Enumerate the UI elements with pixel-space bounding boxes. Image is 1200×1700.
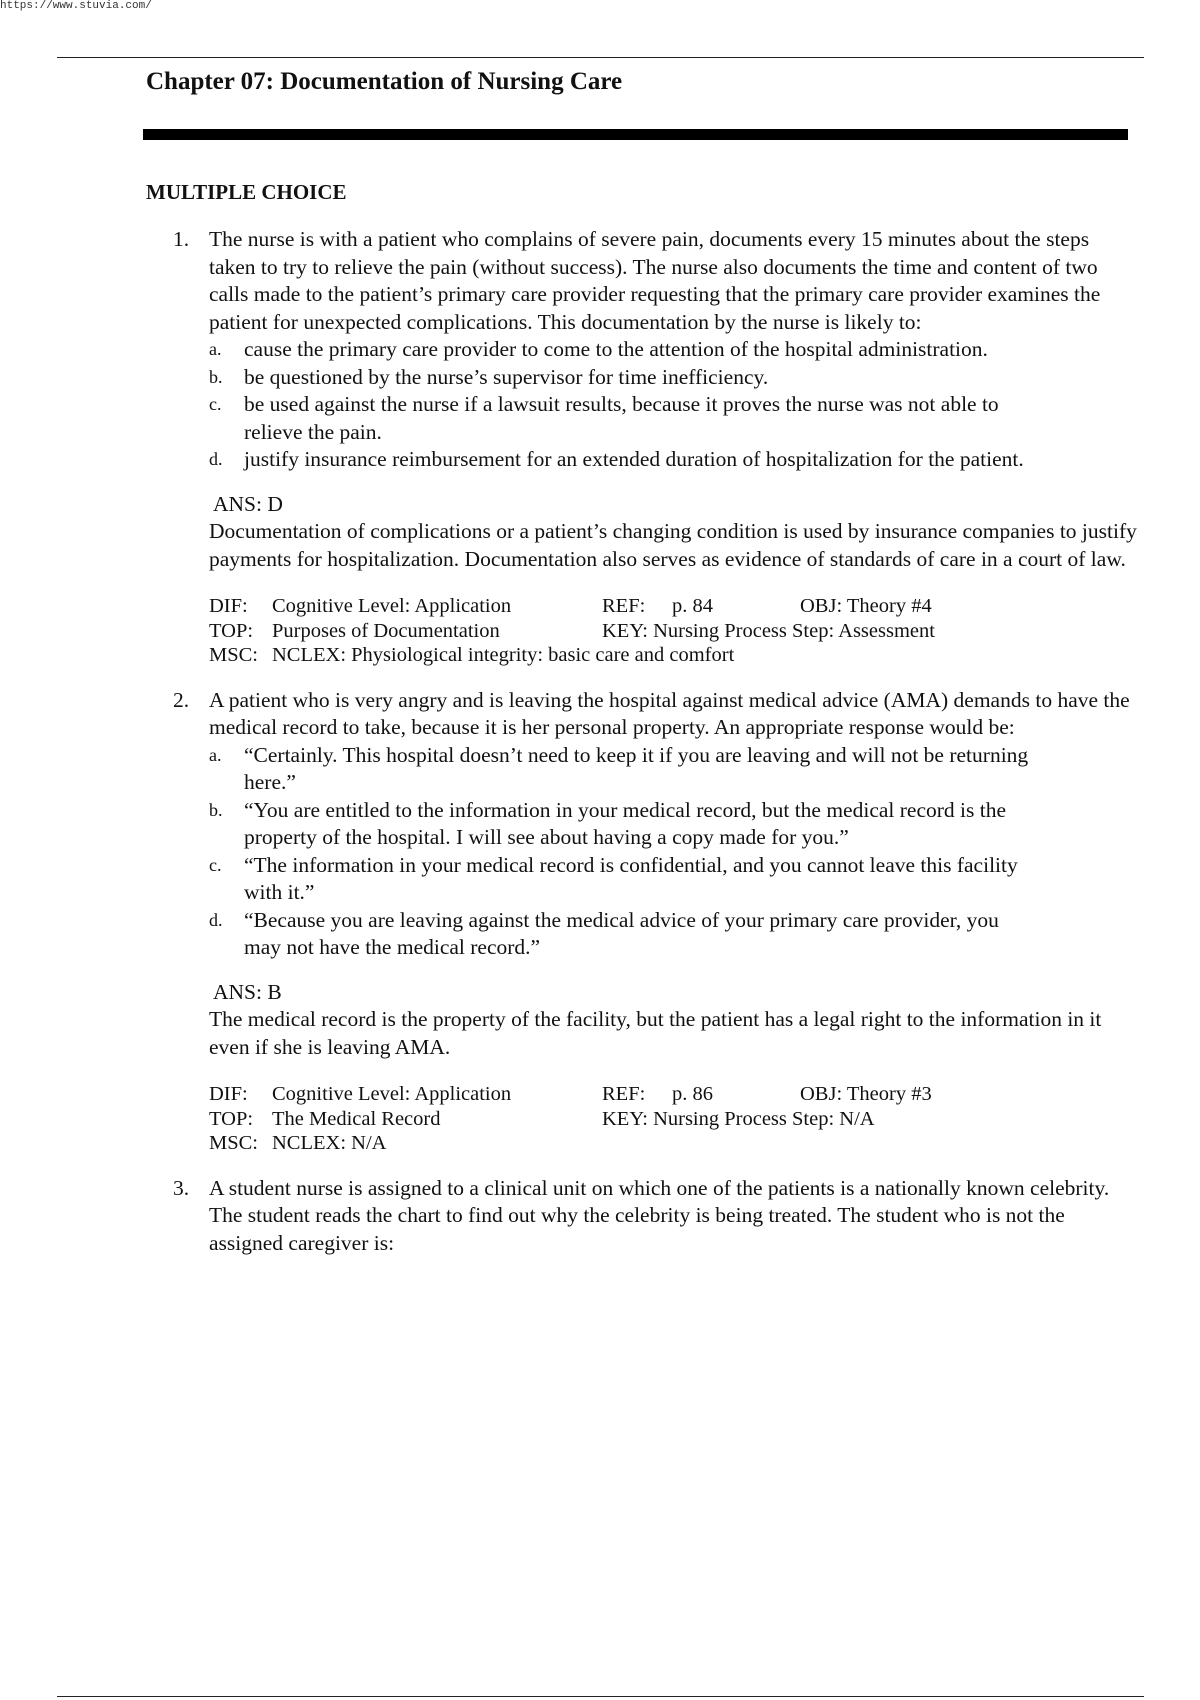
option-letter: a. (209, 744, 222, 765)
msc-value: NCLEX: Physiological integrity: basic care and comfort (272, 644, 735, 666)
question-number: 1. (173, 227, 190, 251)
question-metadata (209, 1082, 1136, 1156)
question-stem: The nurse is with a patient who complains of severe pain, documents every 15 minutes about the steps taken to try to relieve the pain (without success). The nurse also documents the time and content of two calls made to the patient’s primary care provider requesting that the primary care provider examines the patient for unexpected complications. This documentation by the nurse is likely to: (209, 227, 1101, 334)
question-1 (146, 226, 1136, 668)
question-number: 2. (173, 687, 190, 712)
option-text: “You are entitled to the information in your medical record, but the medical record is the property of the hospital. I will see about having a copy made for you.” (244, 797, 1007, 849)
question-stem: A patient who is very angry and is leaving the hospital against medical advice (AMA) demands to have the medical record to take, because it is her personal property. An appropriate response would be: (209, 687, 1130, 739)
obj-value: OBJ: Theory #3 (800, 1083, 932, 1105)
question-2 (146, 687, 1136, 1156)
msc-label: MSC: (209, 644, 258, 666)
option-letter: c. (209, 394, 222, 414)
option-c (209, 391, 1034, 446)
option-text: “The information in your medical record is confidential, and you cannot leave this facility with it.” (244, 852, 1018, 904)
title-bar (143, 129, 1128, 140)
question-list (146, 226, 1136, 1257)
option-a (209, 742, 1034, 797)
source-url: https://www.stuvia.com/ (0, 0, 152, 12)
question-metadata (209, 594, 1136, 668)
ref-value: p. 84 (672, 595, 713, 617)
option-letter: b. (209, 799, 223, 820)
option-a (209, 336, 1034, 364)
question-3 (146, 1175, 1136, 1258)
key-value: KEY: Nursing Process Step: N/A (602, 1107, 875, 1130)
ref-label: REF: (602, 1083, 646, 1105)
top-value: Purposes of Documentation (272, 619, 500, 642)
option-text: be used against the nurse if a lawsuit results, because it proves the nurse was not able to relieve the pain. (244, 392, 999, 444)
option-letter: b. (209, 366, 223, 387)
section-heading: MULTIPLE CHOICE (146, 180, 347, 204)
question-stem: A student nurse is assigned to a clinical unit on which one of the patients is a nationally known celebrity. The student reads the chart to find out why the celebrity is being treated. The student who is not the assigned caregiver is: (209, 1175, 1110, 1255)
option-text: “Because you are leaving against the medical advice of your primary care provider, you may not have the medical record.” (244, 907, 999, 959)
answer: ANS: D (213, 491, 283, 516)
dif-value: Cognitive Level: Application (272, 595, 512, 617)
top-label: TOP: (209, 1107, 254, 1130)
option-letter: d. (209, 449, 223, 469)
option-d (209, 907, 1034, 962)
ref-label: REF: (602, 595, 646, 617)
dif-label: DIF: (209, 1083, 248, 1105)
msc-value: NCLEX: N/A (272, 1132, 387, 1154)
msc-label: MSC: (209, 1132, 258, 1154)
option-text: justify insurance reimbursement for an extended duration of hospitalization for the patient. (244, 447, 1024, 471)
rationale: Documentation of complications or a patient’s changing condition is used by insurance companies to justify payments for hospitalization. Documentation also serves as evidence of standards of care in a court of law. (209, 519, 1137, 571)
option-b (209, 364, 1034, 392)
option-c (209, 852, 1034, 907)
top-rule (57, 57, 1144, 58)
option-letter: d. (209, 909, 223, 930)
option-b (209, 797, 1034, 852)
bottom-rule (57, 1696, 1144, 1697)
key-value: KEY: Nursing Process Step: Assessment (602, 619, 935, 642)
chapter-title: Chapter 07: Documentation of Nursing Care (146, 68, 623, 95)
answer: ANS: B (213, 979, 282, 1004)
top-value: The Medical Record (272, 1107, 441, 1130)
dif-value: Cognitive Level: Application (272, 1083, 512, 1105)
ref-value: p. 86 (672, 1083, 713, 1105)
option-text: “Certainly. This hospital doesn’t need to keep it if you are leaving and will not be returning here.” (244, 742, 1029, 794)
obj-value: OBJ: Theory #4 (800, 595, 932, 617)
option-text: cause the primary care provider to come to the attention of the hospital administration. (244, 337, 988, 361)
option-text: be questioned by the nurse’s supervisor for time inefficiency. (244, 364, 769, 389)
dif-label: DIF: (209, 595, 248, 617)
option-d (209, 446, 1034, 474)
option-letter: a. (209, 339, 222, 359)
top-label: TOP: (209, 619, 254, 642)
question-number: 3. (173, 1175, 190, 1200)
option-letter: c. (209, 854, 222, 875)
rationale: The medical record is the property of the facility, but the patient has a legal right to the information in it even if she is leaving AMA. (209, 1007, 1102, 1059)
